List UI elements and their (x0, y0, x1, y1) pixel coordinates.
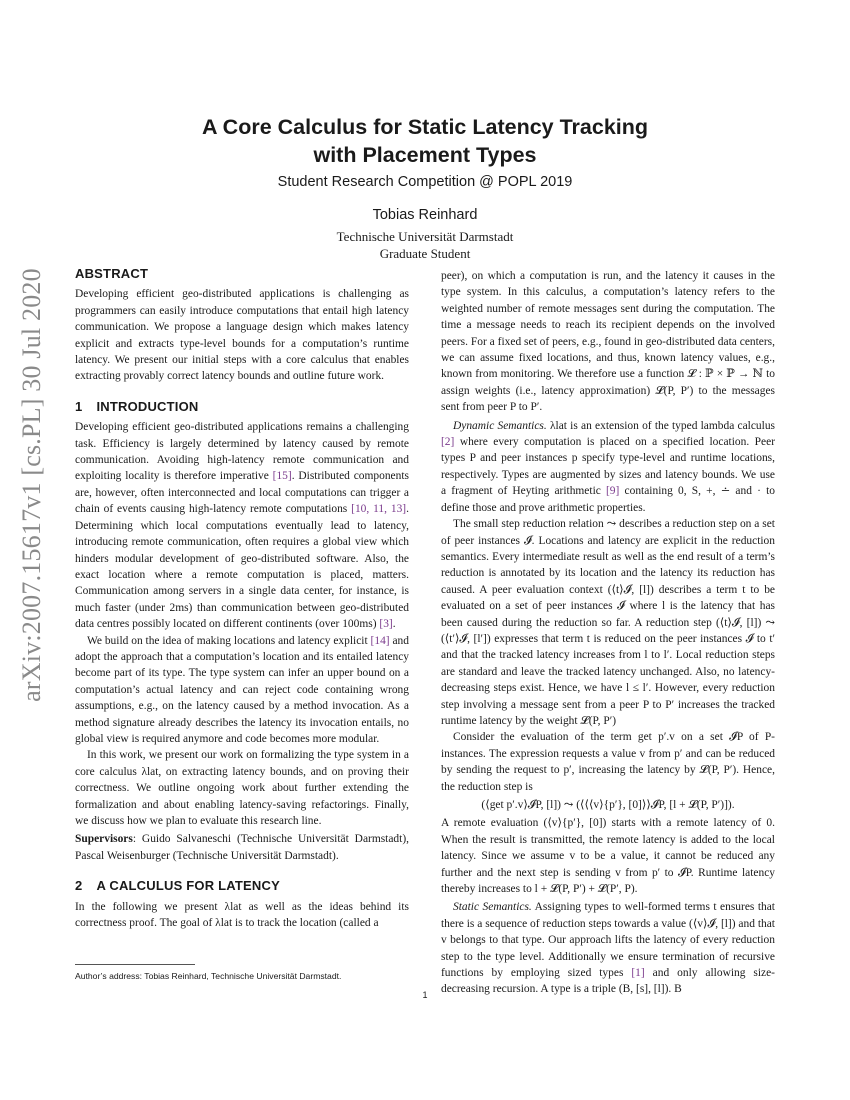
citation-link[interactable]: [10, 11, 13] (351, 503, 407, 516)
intro-paragraph-3: In this work, we present our work on formalizing the type system in a core calculus λlat, on extracting latency bounds, and on proving their correctness. We outline ongoing work about further extending the formalization and about enabling latency-saving refactorings. Finally, we discuss how we plan to evaluate this research line. (75, 749, 409, 827)
calculus-paragraph-1: In the following we present λlat as well as the ideas behind its correctness proof. The goal of λlat is to track the location (called a (75, 900, 409, 930)
abstract-heading: ABSTRACT (75, 266, 149, 281)
calculus-number: 2 (75, 878, 83, 894)
dynamic-semantics-label: Dynamic Semantics. (453, 419, 547, 432)
citation-link[interactable]: [3] (379, 618, 393, 631)
calculus-heading (75, 878, 409, 894)
right-column (441, 268, 775, 998)
dynamic-semantics-paragraph: Dynamic Semantics. λlat is an extension of the typed lambda calculus [2] where every computation is placed on a specified location. Peer types P and peer instances p specify type-level and runtime locations, respectively. Types are augmented by sizes and latency bounds. We use a fragment of Heyting arithmetic [9] containing 0, S, +, ∸ and · to define those and prove arithmetic properties. (441, 419, 775, 514)
supervisors-label: Supervisors (75, 833, 133, 846)
get-evaluation-paragraph: Consider the evaluation of the term get p′.v on a set 𝓘P of P-instances. The expression requests a value v from p′ and can be reduced by sending the request to p′, increasing the latency by 𝓛(P, P′). Hence, the reduction step is (441, 731, 775, 793)
citation-link[interactable]: [14] (370, 634, 390, 647)
intro-paragraph-1: Developing efficient geo-distributed applications remains a challenging task. Efficiency is largely determined by latency caused by remote communication. Avoiding high-latency remote communication and exploiting locality is therefore imperative [15]. Distributed components are, however, often interconnected and local computations can trigger a chain of events causing high-latency remote computations [10, 11, 13]. Determining which local computations eventually lead to latency, introducing remote communication, often requires a global view which hinders modular development of geo-distributed software. Also, the exact location where a remote computation is placed, matters. Communication among servers in a single data center, for instance, is much faster (under 2ms) than communication between geo-distributed data centres possibly located on different continents (over 100ms) [3]. (75, 421, 409, 631)
intro-title: INTRODUCTION (96, 398, 199, 414)
supervisors-line (75, 831, 409, 864)
abstract-text: Developing efficient geo-distributed applications is challenging as programmers can easily introduce computations that entail high latency communication. We propose a language design which makes latency explicit and extracts type-level bounds for a computation’s runtime latency. We present our initial steps with a core calculus that enables extracting provably correct latency bounds and outline future work. (75, 288, 409, 383)
intro-heading (75, 399, 409, 415)
reduction-paragraph: The small step reduction relation ⤳ describes a reduction step on a set of peer instances 𝓘. Locations and latency are explicit in the reduction semantics. Every intermediate result as well as the end result of a term’s reduction is annotated by its location and the latency its reduction has caused. A peer evaluation context (⟨t⟩𝓘, [l]) describes a term t to be evaluated on a set of peer instances 𝓘 where l is the latency that has been caused during the reduction so far. A reduction step (⟨t⟩𝓘, [l]) ⤳ (⟨t′⟩𝓘, [l′]) expresses that term t is reduced on the peer instances 𝓘 to t′ and that the tracked latency increases from l to l′. Local reduction steps are standard and leave the tracked latency unchanged. Also, no latency-decreasing steps exist. Hence, we have l ≤ l′. However, every reduction step involving a message sent from a peer P to P′ increases the tracked runtime latency by the weight 𝓛(P, P′) (441, 518, 775, 727)
reduction-equation: (⟨get p′.v⟩𝓘P, [l]) ⤳ (⟨⟨⟨v⟩{p′}, [0]⟩⟩𝓘P, [l + 𝓛(P, P′)]). (481, 799, 735, 811)
author-address-footnote: Author’s address: Tobias Reinhard, Technische Universität Darmstadt. (75, 971, 342, 981)
author-affiliation: Technische Universität Darmstadt (336, 229, 514, 244)
citation-link[interactable]: [2] (441, 436, 455, 449)
footnote-rule (75, 964, 195, 965)
citation-link[interactable]: [15] (272, 470, 292, 483)
page-number: 1 (422, 990, 428, 1000)
static-semantics-label: Static Semantics. (453, 901, 532, 914)
citation-link[interactable]: [9] (606, 485, 620, 498)
left-column (75, 266, 409, 931)
author-affiliation-block (0, 228, 850, 262)
calculus-title: A CALCULUS FOR LATENCY (96, 878, 280, 894)
intro-number: 1 (75, 398, 83, 414)
calculus-paragraph-1-cont: peer), on which a computation is run, and the latency it causes in the type system. In this calculus, a computation’s latency refers to the weighted number of remote messages sent during the computation. The time a message needs to reach its recipient depends on the involved peers. For a fixed set of peers, e.g., found in geo-distributed data centers, we can assume fixed locations, and thus, known latency values, e.g., known from monitoring. We therefore use a function 𝓛 : ℙ × ℙ → ℕ to assign weights (i.e., latency approximation) 𝓛(P, P′) to the messages sent from peer P to P′. (441, 270, 775, 414)
citation-link[interactable]: [1] (631, 967, 645, 980)
paper-title (0, 113, 850, 169)
remote-evaluation-paragraph: A remote evaluation (⟨v⟩{p′}, [0]) starts with a remote latency of 0. When the result is transmitted, the remote latency is added to the local latency. Since we assume v to be a value, it cannot be reduced any further and the next step is sending v from p′ to 𝓘P. Runtime latency thereby increases to l + 𝓛(P, P′) + 𝓛(P′, P). (441, 817, 775, 896)
paper-subtitle: Student Research Competition @ POPL 2019 (277, 174, 573, 190)
supervisors-text: : Guido Salvaneschi (Technische Universität Darmstadt), Pascal Weisenburger (Technische Universität Darmstadt). (75, 833, 409, 862)
static-semantics-paragraph: Static Semantics. Assigning types to well-formed terms t ensures that there is a sequence of reduction steps towards a value (⟨v⟩𝓘, [l]) and that v belongs to that type. Our approach lifts the latency of every reduction step to the type level. Additionally we ensure termination of recursive functions by employing sized types [1] and only allowing size-decreasing recursion. A type is a triple (B, [s], [l]). B (441, 901, 775, 996)
author-name: Tobias Reinhard (372, 207, 478, 223)
arxiv-stamp (12, 250, 52, 720)
title-line-2: with Placement Types (313, 143, 537, 167)
intro-paragraph-2: We build on the idea of making locations and latency explicit [14] and adopt the approach that a computation’s location and its entailed latency become part of its type. The type system can infer an upper bound on a computation’s actual latency and can reject code containing wrong assumptions, e.g., on the latency caused by a method invocation. As a method signature already describes the latency its invocation entails, no global view is required anymore and code becomes more modular. (75, 634, 409, 745)
title-line-1: A Core Calculus for Static Latency Tracking (201, 115, 649, 139)
arxiv-stamp-text: arXiv:2007.15617v1 [cs.PL] 30 Jul 2020 (17, 268, 46, 702)
author-role: Graduate Student (379, 246, 471, 261)
